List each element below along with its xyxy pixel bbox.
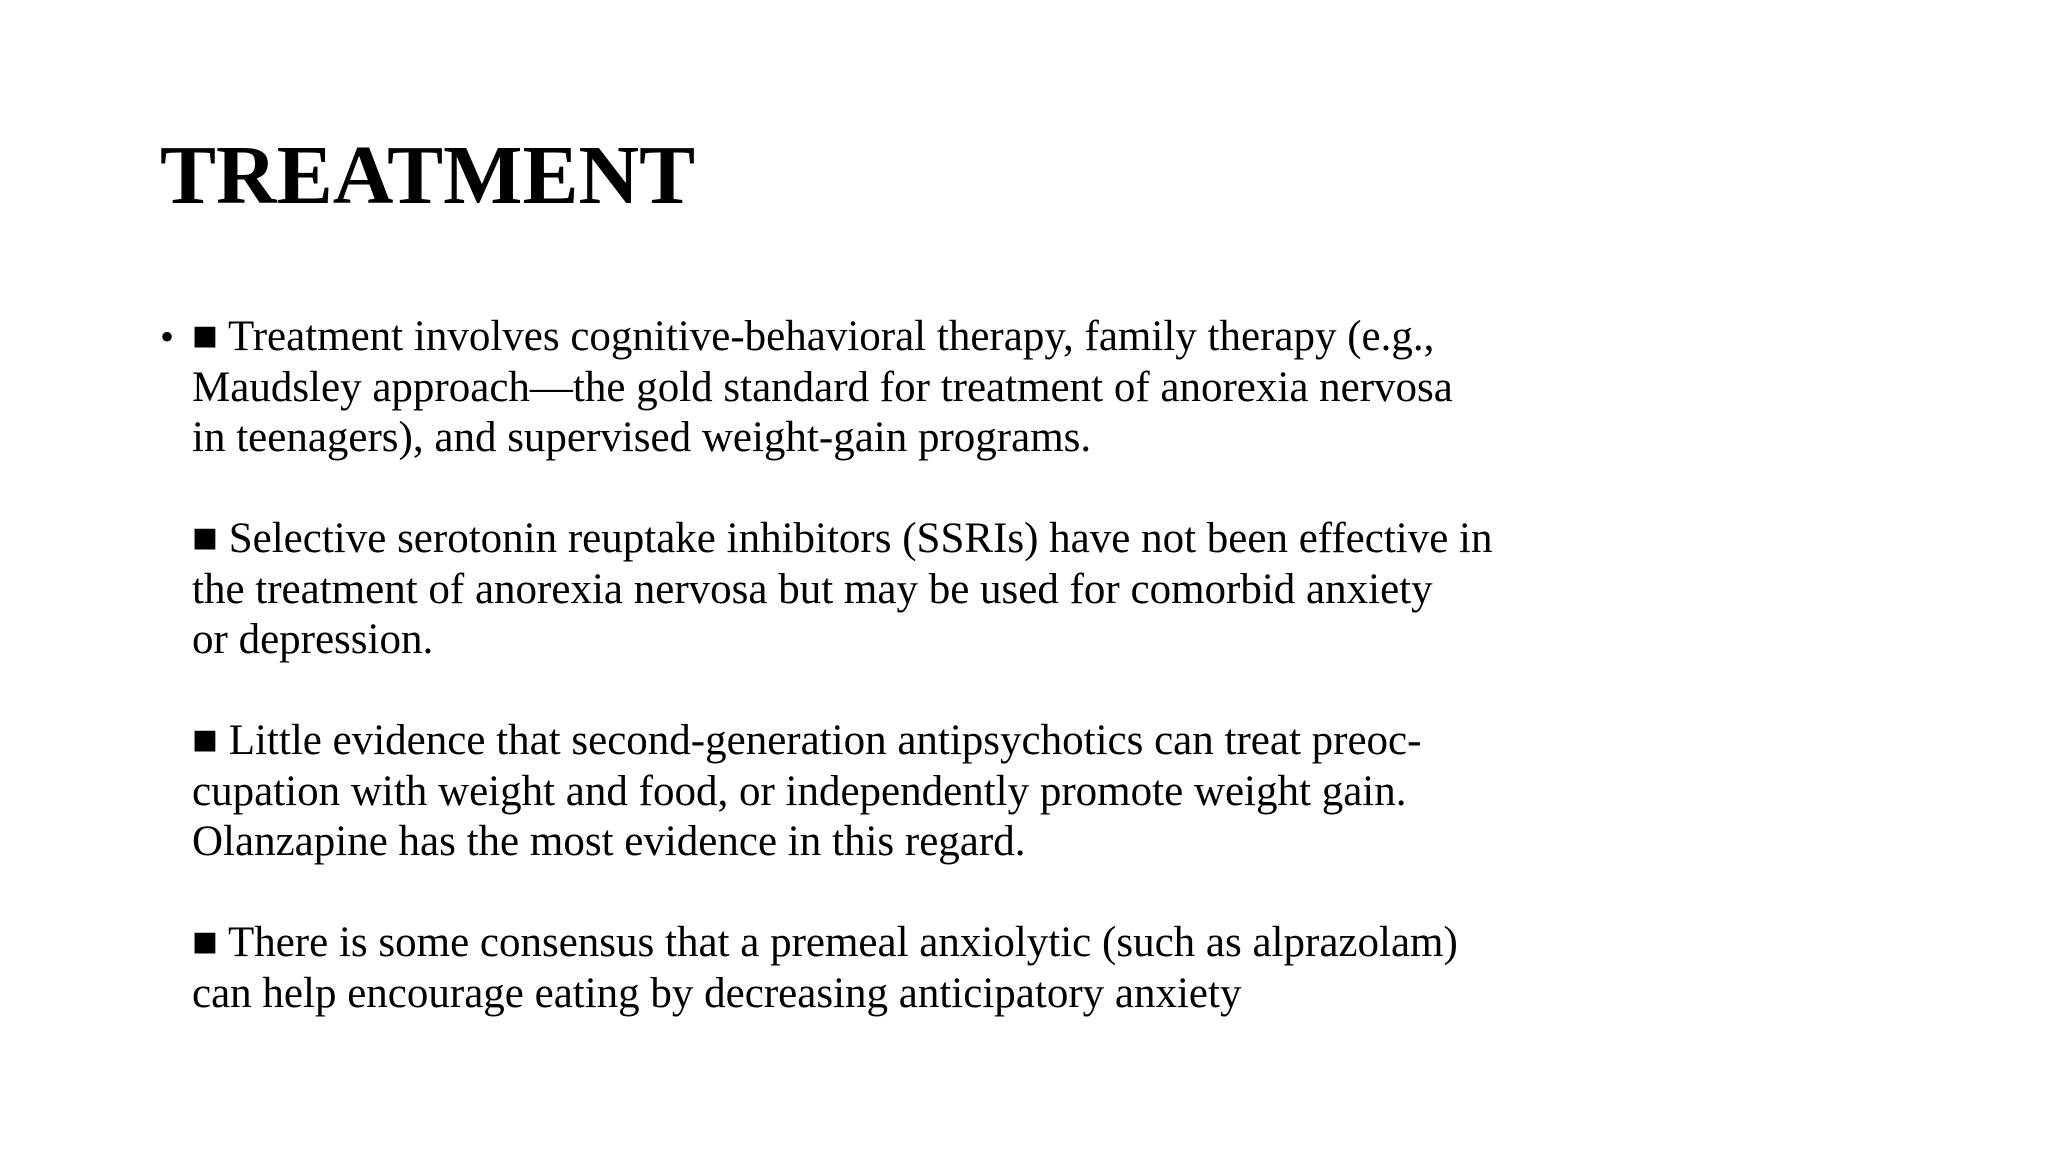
text-line: Maudsley approach—the gold standard for treatment of anorexia nervosa (192, 363, 1453, 411)
bullet-item (160, 312, 1720, 1019)
text-line: the treatment of anorexia nervosa but may be used for comorbid anxiety (192, 565, 1433, 613)
bullet-body (192, 312, 1720, 1019)
text-line: ■ Selective serotonin reuptake inhibitors (SSRIs) have not been effective in (192, 515, 1493, 562)
paragraph-anxiolytic (192, 918, 1720, 1019)
text-line: ■ There is some consensus that a premeal anxiolytic (such as alprazolam) (192, 919, 1458, 966)
text-line: ■ Little evidence that second-generation antipsychotics can treat preoc- (192, 717, 1422, 764)
text-line: can help encourage eating by decreasing anticipatory anxiety (192, 969, 1242, 1017)
text-line: ■ Treatment involves cognitive-behavioral therapy, family therapy (e.g., (192, 313, 1435, 360)
text-line: cupation with weight and food, or independently promote weight gain. (192, 767, 1407, 815)
bullet-dot-icon: • (160, 314, 175, 359)
paragraph-ssris (192, 514, 1720, 666)
text-line: or depression. (192, 616, 434, 663)
paragraph-antipsychotics (192, 716, 1720, 868)
paragraph-psychotherapy (192, 312, 1720, 464)
slide-content (160, 312, 1720, 1019)
text-line: Olanzapine has the most evidence in this regard. (192, 818, 1026, 865)
text-line: in teenagers), and supervised weight-gain programs. (192, 414, 1092, 461)
slide-title: TREATMENT (160, 129, 696, 222)
